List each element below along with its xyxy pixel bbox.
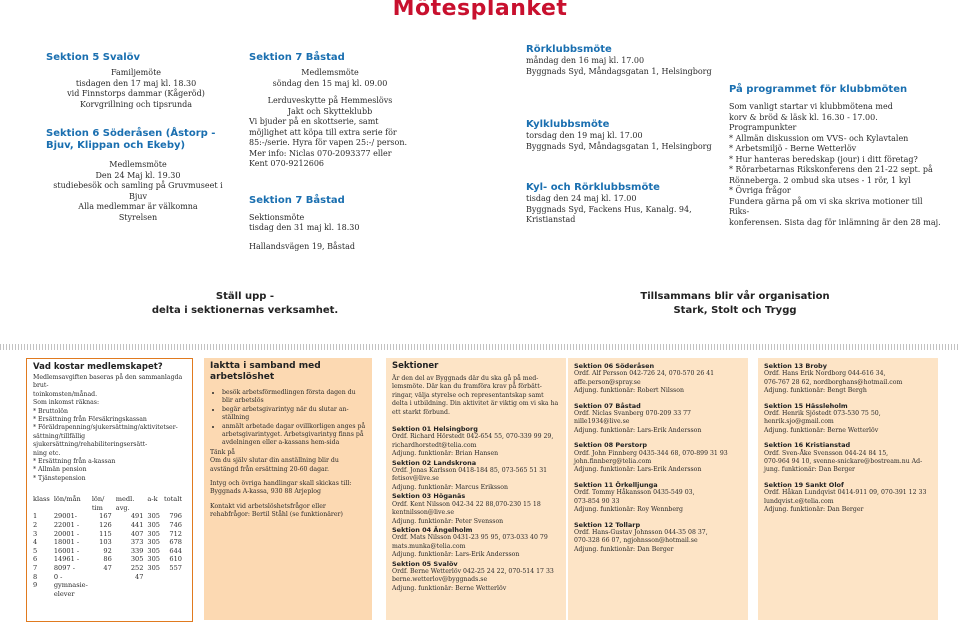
table-cell: 407 <box>130 529 144 538</box>
notice-sub <box>249 213 411 234</box>
table-cell: 2 <box>33 521 38 530</box>
notice-line: Byggnads Syd, Fackens Hus, Kanalg. 94, Kristianstad <box>526 204 692 224</box>
section-line: Ordf. Henrik Sjöstedt 073-530 75 50, <box>764 410 881 418</box>
section-line: 076-767 28 62, nordborghans@hotmail.com <box>764 378 903 386</box>
notice-heading: På programmet för klubbmöten <box>729 84 908 95</box>
section-line: Adjung. funktionär: Berne Wetterlöv <box>392 584 507 592</box>
notice-heading: Sektion 6 Söderåsen (Åstorp - Bjuv, Klippan och Ekeby) <box>46 128 216 151</box>
section-line: Adjung. funktionär: Marcus Eriksson <box>392 483 508 491</box>
section-line: Ordf. Mats Nilsson 0431-23 95 95, 073-033 40 79 <box>392 534 548 542</box>
table-cell: 491 <box>130 512 144 521</box>
banner-line: Ställ upp - <box>215 291 275 302</box>
notice-heading: Kylklubbsmöte <box>526 119 610 130</box>
note-line: Om du själv slutar din anställning blir du avstängd från ersättning 20-60 dagar. <box>210 457 339 473</box>
notice-line: Alla medlemmar är välkomna <box>78 202 198 211</box>
fee-line: Som inkomst räknas: <box>33 399 100 407</box>
section-name: Sektion 02 Landskrona <box>392 458 477 467</box>
table-cell: 4 <box>33 538 38 547</box>
fee-line: sättning/tillfällig sjukersättning/rehabiliteringsersätt- <box>33 432 148 449</box>
notice-line: Korvgrillning och tipsrunda <box>79 99 193 109</box>
table-row <box>33 564 186 573</box>
notice-body <box>526 194 726 226</box>
unemployment-box <box>204 358 372 620</box>
section-line: john.finnberg@telia.com <box>574 458 652 466</box>
table-cell: 7 <box>33 564 38 573</box>
unemployment-notes <box>204 449 372 520</box>
banner-left <box>150 290 340 318</box>
section-name: Sektion 04 Ängelholm <box>392 525 473 534</box>
notice-line: Den 24 Maj kl. 19.30 <box>95 170 181 180</box>
table-row <box>33 581 186 598</box>
table-cell <box>116 581 148 598</box>
table-cell: 9 <box>33 581 38 590</box>
table-cell: 441 <box>130 521 144 530</box>
section-name: Sektion 07 Båstad <box>574 401 641 410</box>
table-cell: 167 <box>99 512 112 521</box>
section-line: nille1934@live.se <box>574 418 630 426</box>
table-cell: 20001 - <box>53 529 80 538</box>
section-line: Adjung. funktionär: Roy Wennberg <box>574 506 683 514</box>
fee-line: * Ersättning från Försäkringskassan <box>33 416 147 424</box>
section-name: Sektion 12 Tollarp <box>574 520 641 529</box>
section-name: Sektion 06 Söderåsen <box>574 362 655 370</box>
notice-body <box>526 131 726 152</box>
table-header-cell: medl. avg. <box>115 495 135 512</box>
notice-line: Programpunkter <box>729 123 797 132</box>
table-cell <box>92 573 116 582</box>
list-item: • besök arbetsförmedlingen första dagen du blir arbetslös <box>222 389 366 406</box>
section-line: Adjung. funktionär: Berne Wetterlöv <box>764 426 879 434</box>
table-cell: 557 <box>169 564 182 573</box>
notice-line: * Rörarbetarnas Rikskonferens den 21-22 sept. på <box>729 165 933 174</box>
notice-body <box>46 160 230 223</box>
section-line: kentnilsson@live.se <box>392 509 454 517</box>
table-cell: 6 <box>33 555 38 564</box>
table-cell: 29001- <box>53 512 78 521</box>
table-cell: 252 <box>130 564 144 573</box>
sections-intro: Är den del av Byggnads där du ska gå på med-lemsmöte. Där kan du framföra krav på förbätt-ringar, välja styrelse och representantskap samt delta i utbildning. Din aktivitet är viktig om vi ska ha ett starkt förbund. <box>392 375 559 416</box>
notice-heading: Rörklubbsmöte <box>526 44 612 55</box>
table-cell: 339 <box>130 546 144 555</box>
fee-line: ning etc. <box>33 449 61 457</box>
notice-body <box>249 96 411 117</box>
notice-address: Hallandsvägen 19, Båstad <box>249 241 355 251</box>
section-line: Ordf. Sven-Åke Svensson 044-24 84 15, <box>764 449 889 457</box>
table-cell: 644 <box>169 546 182 555</box>
notice-line: korv & bröd & läsk kl. 16.30 - 17.00. <box>729 112 878 122</box>
table-cell: 126 <box>99 521 112 530</box>
notice-line: vid Finnstorps dammar (Kågeröd) <box>67 89 205 98</box>
section-name: Sektion 05 Svalöv <box>392 559 458 568</box>
section-line: 073-854 90 33 <box>574 497 620 505</box>
notice-line: * Allmän diskussion om VVS- och Kylavtalen <box>729 133 909 143</box>
section-line: Ordf. Niclas Svanberg 070-209 33 77 <box>574 410 691 418</box>
banner-line: Tillsammans blir vår organisation <box>640 291 830 302</box>
table-cell: 373 <box>130 538 144 547</box>
fee-line: * Tjänstepension <box>33 474 86 482</box>
fee-description <box>27 374 192 483</box>
section-5-svalov-notice <box>46 52 226 110</box>
table-cell: 746 <box>169 521 182 530</box>
table-cell: 305 <box>147 521 161 530</box>
table-header-cell: totalt <box>164 495 182 504</box>
notice-body <box>729 102 944 228</box>
club-program <box>729 84 944 228</box>
notice-line: Byggnads Syd, Måndagsgatan 1, Helsingborg <box>526 141 712 151</box>
table-cell: 610 <box>169 555 182 564</box>
section-name: Sektion 13 Broby <box>764 362 827 370</box>
table-cell: 8 <box>33 572 38 581</box>
notice-line: studiebesök och samling på Gruvmuseet i Bjuv <box>53 181 223 201</box>
notice-body <box>46 68 226 110</box>
fee-line: * Ersättning från a-kassan <box>33 458 116 466</box>
section-line: Ordf. Hans Erik Nordborg 044-616 34, <box>764 370 886 378</box>
list-item: • begär arbetsgivarintyg när du slutar an-ställning <box>222 406 366 423</box>
section-line: Adjung. funktionär: Dan Berger <box>764 506 864 514</box>
section-line: henrik.sjo@gmail.com <box>764 418 834 426</box>
section-6-soderasen-notice <box>46 128 230 223</box>
sections-box-3 <box>758 358 938 620</box>
sections-list <box>386 425 566 593</box>
table-cell: 305 <box>147 538 161 547</box>
table-header-cell: lön/ tim <box>91 495 105 512</box>
notice-line: tisdagen den 17 maj kl. 18.30 <box>75 78 197 88</box>
notice-line: tisdag den 24 maj kl. 17.00 <box>526 194 637 203</box>
sections-box-2 <box>568 358 748 620</box>
section-name: Sektion 08 Perstorp <box>574 441 648 450</box>
table-cell: 22001 - <box>53 521 80 530</box>
table-cell: 92 <box>103 546 112 555</box>
table-row <box>33 547 186 556</box>
notice-line: Styrelsen <box>118 212 158 222</box>
table-header-cell: lön/mån <box>53 495 81 504</box>
notice-body <box>526 56 726 77</box>
section-line: Adjung. funktionär: Lars-Erik Andersson <box>574 426 702 434</box>
notice-line: Medlemsmöte <box>301 68 359 77</box>
section-line: Ordf. John Finnberg 0435-344 68, 070-899 31 93 <box>574 449 728 457</box>
table-cell: 305 <box>147 512 161 521</box>
notice-line: Sektionsmöte <box>249 212 305 222</box>
notice-line: * Arbetsmiljö - Berne Wetterlöv <box>729 144 857 153</box>
table-cell: 0 - <box>53 572 63 581</box>
section-name: Sektion 15 Hässleholm <box>764 401 848 410</box>
notice-line: konferensen. Sista dag för inlämning är den 28 maj. <box>729 217 941 227</box>
table-row <box>33 573 186 582</box>
section-line: Adjung. funktionär: Dan Berger <box>574 545 674 553</box>
section-line: Ordf. Alf Persson 042-726 24, 070-570 26 41 <box>574 370 715 378</box>
note-line: Tänk på <box>210 448 235 456</box>
section-line: Ordf. Jonas Karlsson 0418-184 85, 073-565 51 31 <box>392 467 548 475</box>
notice-sub <box>249 68 411 89</box>
membership-fee-box <box>26 358 193 622</box>
section-line: Ordf. Richard Hörstedt 042-654 55, 070-339 99 29, <box>392 433 554 441</box>
section-name: Sektion 19 Sankt Olof <box>764 480 844 489</box>
fee-line: * Allmän pension <box>33 466 87 474</box>
table-cell: 305 <box>147 564 161 573</box>
table-cell: 796 <box>169 512 182 521</box>
notice-text: Vi bjuder på en skottserie, samt möjlighet att köpa till extra serie för 85:-/serie. Hyra för vapen 25:-/ person. <box>249 117 408 147</box>
table-cell: 8097 - <box>53 564 75 573</box>
notice-line: Medlemsmöte <box>109 160 167 169</box>
table-row <box>33 521 186 530</box>
divider <box>0 344 960 350</box>
table-cell: 14961 - <box>53 555 80 564</box>
notice-heading: Sektion 5 Svalöv <box>46 52 141 63</box>
table-cell: 1 <box>33 512 38 521</box>
notice-line: Familjemöte <box>110 68 162 77</box>
section-line: richardhorstedt@telia.com <box>392 441 477 449</box>
notice-line: söndag den 15 maj kl. 09.00 <box>272 78 388 88</box>
section-line: affe.person@spray.se <box>574 378 641 386</box>
notice-line: Som vanligt startar vi klubbmötena med <box>729 102 893 111</box>
sections-heading: Sektioner <box>392 361 439 371</box>
table-cell: 47 <box>103 564 112 573</box>
table-cell: 5 <box>33 546 38 555</box>
section-line: 070-964 94 10, svenne-snickare@bostream.nu Ad- <box>764 458 923 466</box>
section-line: Adjung. funktionär: Brian Hansen <box>392 450 499 458</box>
banner-right <box>620 290 850 318</box>
section-line: fetisov@live.se <box>392 475 439 483</box>
page-title: Mötesplanket <box>392 0 568 21</box>
section-line: Ordf. Håkan Lundqvist 0414-911 09, 070-391 12 33 <box>764 489 927 497</box>
list-item: • anmält arbetade dagar ovillkorligen anges på arbetsgivarintyget. Arbetsgivarintyg finns på avdelningen eller a-kassans hem-sida <box>222 423 366 448</box>
notice-line: Lerduveskytte på Hemmeslövs <box>267 96 393 105</box>
banner-line: Stark, Stolt och Trygg <box>673 305 797 316</box>
table-cell: 712 <box>169 529 182 538</box>
fee-line: * Föräldrapenning/sjukersättning/aktivitetser- <box>33 424 178 432</box>
section-line: Adjung. funktionär: Peter Svensson <box>392 517 504 525</box>
notice-line: torsdag den 19 maj kl. 17.00 <box>526 131 643 140</box>
table-row <box>33 512 186 521</box>
section-name: Sektion 11 Örkelljunga <box>574 480 658 489</box>
table-cell <box>147 573 164 582</box>
banner-line: delta i sektionernas verksamhet. <box>151 305 339 316</box>
section-line: Adjung. funktionär: Lars-Erik Andersson <box>392 551 520 559</box>
table-row <box>33 530 186 539</box>
table-cell <box>92 581 116 598</box>
fee-line: * Bruttolön <box>33 407 68 415</box>
table-cell <box>164 581 186 598</box>
section-line: mats.munka@telia.com <box>392 542 466 550</box>
notice-line: Jakt och Skytteklubb <box>287 106 373 116</box>
section-line: Adjung. funktionär: Bengt Bergh <box>764 387 867 395</box>
notice-heading: Sektion 7 Båstad <box>249 194 345 206</box>
table-cell: 305 <box>130 555 144 564</box>
table-cell: 678 <box>169 538 182 547</box>
notice-contact: Mer info: Niclas 070-2093377 eller Kent 070-9212606 <box>249 148 392 168</box>
section-line: berne.wetterlov@byggnads.se <box>392 576 488 584</box>
table-cell: 16001 - <box>53 546 80 555</box>
table-cell: 47 <box>135 572 144 581</box>
table-header-cell: a-k <box>147 495 158 504</box>
table-header-row <box>33 495 186 512</box>
section-name: Sektion 16 Kristianstad <box>764 441 851 450</box>
table-cell: 115 <box>99 529 112 538</box>
sections-list <box>758 358 938 515</box>
section-line: Ordf. Kent Nilsson 042-34 22 88,070-230 15 18 <box>392 500 541 508</box>
notice-heading: Sektion 7 Båstad <box>249 52 345 63</box>
fee-table <box>33 495 186 598</box>
fee-heading: Vad kostar medlemskapet? <box>33 362 163 372</box>
unemployment-list <box>204 389 372 448</box>
table-header-cell: klass <box>33 495 50 504</box>
section-line: Adjung. funktionär: Lars-Erik Andersson <box>574 466 702 474</box>
section-line: Ordf. Hans-Gustav Johnsson 044-35 08 37, <box>574 528 708 536</box>
note-line: Intyg och övriga handlingar skall skickas till: Byggnads A-kassa, 930 88 Arjeplog <box>210 480 352 496</box>
table-cell: 86 <box>103 555 112 564</box>
section-line: Ordf. Berne Wetterlöv 042-25 24 22, 070-514 17 33 <box>392 567 554 575</box>
notice-line: * Hur hanteras beredskap (jour) i ditt företag? <box>729 154 918 164</box>
table-cell: 103 <box>99 538 112 547</box>
table-row <box>33 538 186 547</box>
sections-box <box>386 358 566 620</box>
sections-list <box>568 358 748 554</box>
section-line: 070-328 66 07, ngjohnsson@hotmail.se <box>574 537 698 545</box>
notice-line: Byggnads Syd, Måndagsgatan 1, Helsingborg <box>526 66 712 76</box>
fee-table-wrap <box>27 495 192 598</box>
notice-line: måndag den 16 maj kl. 17.00 <box>526 56 645 65</box>
table-cell: gymnasie-elever <box>53 581 88 598</box>
notice-line: Fundera gärna på om vi ska skriva motioner till Riks- <box>729 196 923 216</box>
notice-line: Rönneberga. 2 ombud ska utses - 1 rör, 1 kyl <box>729 175 911 185</box>
section-line: Ordf. Tommy Håkansson 0435-549 03, <box>574 489 695 497</box>
table-cell: 3 <box>33 529 38 538</box>
table-cell: 305 <box>147 555 161 564</box>
section-name: Sektion 03 Höganäs <box>392 492 466 501</box>
section-line: lundqvist.e@telia.com <box>764 497 834 505</box>
table-cell <box>164 573 186 582</box>
notice-line: * Övriga frågor <box>729 186 791 195</box>
table-row <box>33 555 186 564</box>
fee-line: Medlemsavgiften baseras på den sammanlagda brut- <box>33 374 183 390</box>
fee-line: toinkomsten/månad. <box>33 390 98 398</box>
section-7-bastad-notice <box>249 52 411 252</box>
table-cell <box>147 581 164 598</box>
table-cell: 305 <box>147 529 161 538</box>
club-meetings <box>526 44 726 226</box>
notice-heading: Kyl- och Rörklubbsmöte <box>526 182 660 193</box>
notice-line: tisdag den 31 maj kl. 18.30 <box>249 223 360 232</box>
section-line: Adjung. funktionär: Robert Nilsson <box>574 387 684 395</box>
table-cell: 18001 - <box>53 538 80 547</box>
section-line: jung. funktionär: Dan Berger <box>764 466 856 474</box>
section-name: Sektion 01 Helsingborg <box>392 425 478 434</box>
note-line: Kontakt vid arbetslöshetsfrågor eller rehabfrågor: Bertil Ståhl (se funktionärer) <box>210 502 343 519</box>
unemployment-heading: Iaktta i samband med arbetslöshet <box>210 361 321 382</box>
table-cell: 305 <box>147 546 161 555</box>
